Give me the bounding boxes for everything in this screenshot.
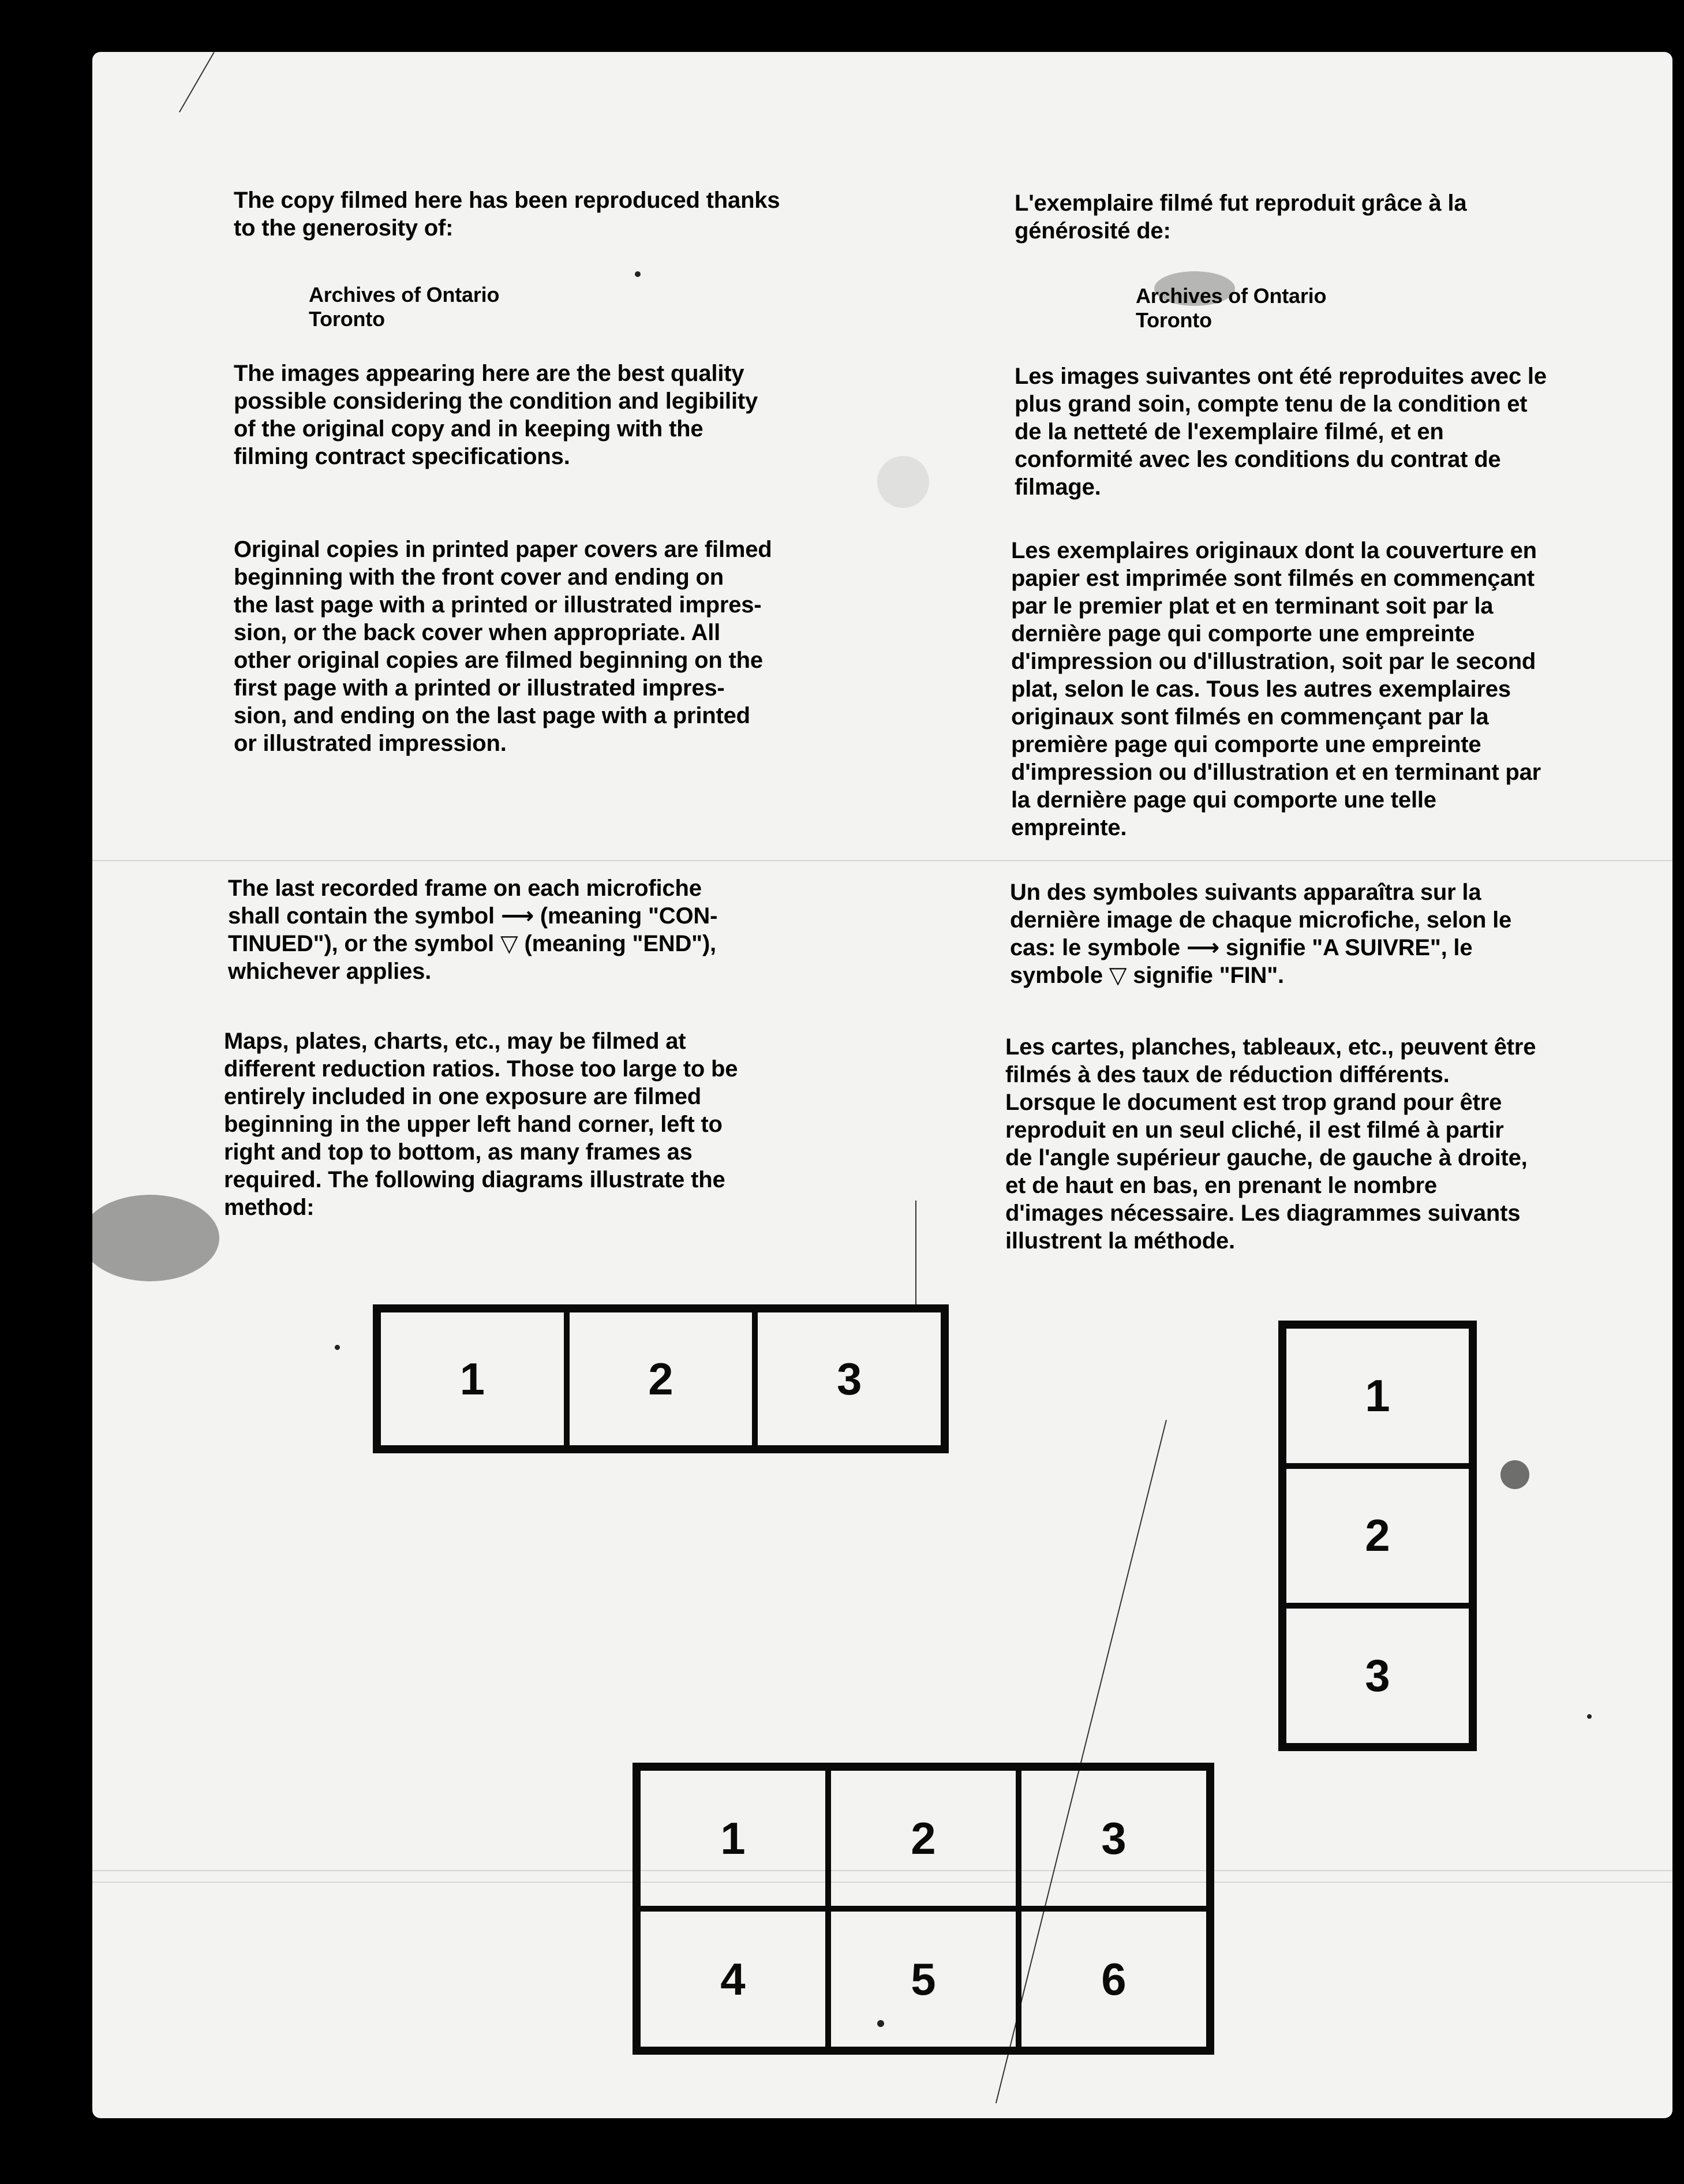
speck [1587,1714,1592,1719]
frame-cell: 5 [828,1909,1019,2050]
english-quality: The images appearing here are the best quality possible considering the condition and legibility of the original copy and in keeping with the filming contract specifications. [234,361,758,469]
grid-frame-diagram [633,1763,1214,2055]
french-intro: L'exemplaire filmé fut reproduit grâce à la générosité de: [1015,190,1467,244]
french-originals: Les exemplaires originaux dont la couverture en papier est imprimée sont filmés en commençant par le premier plat et en terminant soit par la dernière page qui comporte une empreinte d'impression ou d'illustration, soit par le second plat, selon le cas. Tous les autres exemplaires originaux sont filmés en commençant par la première page qui comporte une empreinte d'impression ou d'illustration et en terminant par la dernière page qui comporte une telle empreinte. [1011,538,1541,840]
french-quality-block [1015,362,1632,501]
english-column [234,186,857,242]
frame-cell: 3 [755,1310,944,1448]
frame-cell: 1 [378,1310,567,1448]
microfiche-target-page [92,52,1672,2118]
french-maps: Les cartes, planches, tableaux, etc., peuvent être filmés à des taux de réduction différents. Lorsque le document est trop grand pour être reproduit en un seul cliché, il est filmé à partir de l'angle supérieur gauche, de gauche à droite, et de haut en bas, en prenant le nombre d'images nécessaire. Les diagrammes suivants illustrent la méthode. [1005,1034,1536,1254]
frame-cell: 4 [638,1909,828,2050]
vertical-frame-diagram [1278,1321,1477,1751]
english-institution: Archives of Ontario [309,283,500,306]
english-institution-block [234,283,932,331]
french-column [1015,189,1632,245]
french-institution-block [1015,284,1672,332]
english-maps: Maps, plates, charts, etc., may be filmed at different reduction ratios. Those too large to be entirely included in one exposure are filmed beginning in the upper left hand corner, left to right and top to bottom, as many frames as required. The following diagrams illustrate the method: [224,1029,738,1220]
english-maps-block [224,1027,847,1221]
frame-cell: 2 [828,1768,1019,1909]
stain [877,456,929,508]
frame-cell: 1 [1283,1326,1472,1466]
speck [635,271,641,277]
english-city: Toronto [309,307,385,331]
english-quality-block [234,360,857,470]
french-symbols-block [1010,878,1627,989]
scan-line [92,860,1672,861]
frame-cell: 2 [567,1310,755,1448]
french-maps-block [1005,1033,1623,1255]
french-institution: Archives of Ontario [1136,284,1327,308]
english-symbols-block [228,874,851,985]
speck [335,1345,340,1350]
english-originals-block [234,536,857,757]
frame-cell: 1 [638,1768,828,1909]
frame-cell: 3 [1019,1768,1209,1909]
english-symbols: The last recorded frame on each microfiche shall contain the symbol ⟶ (meaning "CON- TINUED"), or the symbol ▽ (meaning "END"), whichever applies. [228,876,718,984]
frame-cell: 6 [1019,1909,1209,2050]
scratch [179,52,215,113]
french-city: Toronto [1136,308,1212,332]
stain [92,1195,219,1281]
french-symbols: Un des symboles suivants apparaîtra sur la dernière image de chaque microfiche, selon le cas: le symbole ⟶ signifie "A SUIVRE", le symbole ▽ signifie "FIN". [1010,880,1512,988]
english-intro: The copy filmed here has been reproduced thanks to the generosity of: [234,188,780,241]
scratch [915,1201,916,1310]
french-originals-block [1011,537,1629,842]
frame-cell: 3 [1283,1606,1472,1746]
english-originals: Original copies in printed paper covers are filmed beginning with the front cover and ending on the last page with a printed or illustrated impres- sion, or the back cover when appropriate. All other original copies are filmed beginning on the first page with a printed or illustrated impres- sion, and ending on the last page with a printed or illustrated impression. [234,537,772,756]
frame-cell: 2 [1283,1466,1472,1606]
stain [1500,1460,1529,1489]
horizontal-frame-diagram [373,1304,949,1453]
french-quality: Les images suivantes ont été reproduites avec le plus grand soin, compte tenu de la condition et de la netteté de l'exemplaire filmé, et en conformité avec les conditions du contrat de filmage. [1015,364,1547,500]
